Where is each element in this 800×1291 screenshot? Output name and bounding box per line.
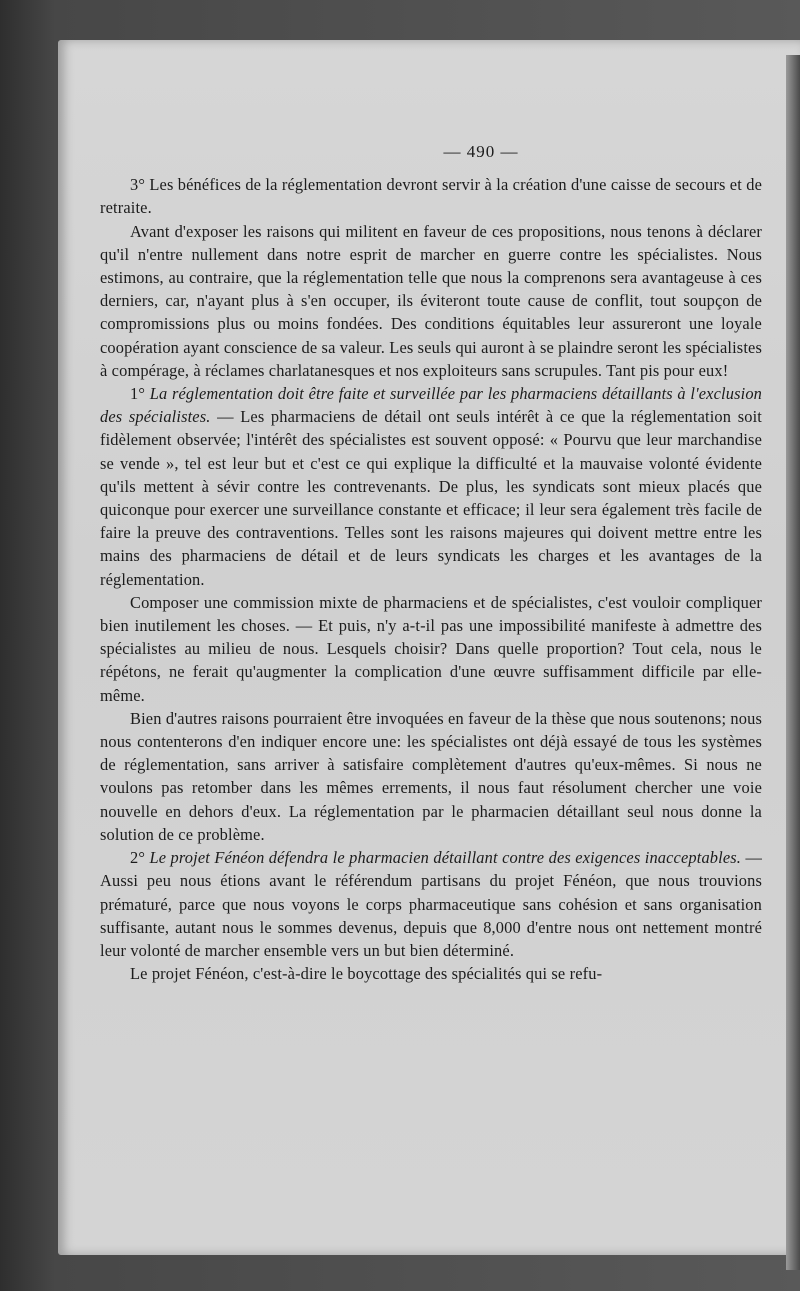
- page-number: — 490 —: [443, 142, 519, 161]
- section-2: [100, 846, 762, 962]
- paragraph-benefits: 3° Les bénéfices de la réglementation devront servir à la création d'une caisse de secours et de retraite.: [100, 175, 762, 218]
- page-text: [100, 140, 762, 985]
- section-1-heading: La réglementation doit être faite et surveillée par les pharmaciens détaillants à l'exclusion des spécialistes.: [100, 384, 763, 427]
- paragraph-commission: Composer une commission mixte de pharmaciens et de spécialistes, c'est vouloir compliquer bien inutilement les choses. — Et puis, n'y a-t-il pas une impossibilité manifeste à admettre des spécialistes au milieu de nous. Lesquels choisir? Dans quelle proportion? Tout cela, nous le répétons, ne ferait qu'augmenter la complication d'une œuvre suffisamment difficile par elle-même.: [100, 592, 762, 705]
- section-1: [100, 382, 762, 591]
- section-2-heading: Le projet Fénéon défendra le pharmacien détaillant contre des exigences inacceptables.: [149, 848, 742, 868]
- page-edge: [786, 55, 800, 1270]
- paragraph-other-reasons: Bien d'autres raisons pourraient être invoquées en faveur de la thèse que nous soutenons; nous nous contenterons d'en indiquer encore une: les spécialistes ont déjà essayé de tous les systèmes de réglementation, sans arriver à satisfaire complètement d'autres qu'eux-mêmes. Si nous ne voulons pas retomber dans les mêmes errements, il nous faut résolument chercher une voie nouvelle en dehors d'eux. La réglementation par le pharmacien détaillant seul nous donne la solution de ce problème.: [100, 708, 762, 844]
- section-2-body: — Aussi peu nous étions avant le référendum partisans du projet Fénéon, que nous trouvions prématuré, parce que nous voyons le corps pharmaceutique sans cohésion et sans organisation suffisante, autant nous le sommes devenus, depuis que 8,000 d'entre nous ont nettement montré leur volonté de marcher ensemble vers un but bien déterminé.: [100, 848, 762, 960]
- section-2-number: 2°: [130, 848, 146, 868]
- paragraph-reasons: Avant d'exposer les raisons qui militent en faveur de ces propositions, nous tenons à déclarer qu'il n'entre nullement dans notre esprit de marcher en guerre contre les spécialistes. Nous estimons, au contraire, que la réglementation telle que nous la comprenons sera avantageuse à ces derniers, car, n'ayant plus à s'en occuper, ils éviteront toute cause de conflit, tout soupçon de compromissions plus ou moins fondées. Des conditions équitables leur assureront une loyale coopération ayant conscience de sa valeur. Les seuls qui auront à se plaindre seront les spécialistes à compérage, à réclames charlatanesques et nos exploiteurs sans scrupules. Tant pis pour eux!: [100, 221, 762, 380]
- paragraph-last-line: Le projet Fénéon, c'est-à-dire le boycottage des spécialités qui se refu-: [130, 964, 603, 984]
- section-1-number: 1°: [130, 384, 146, 404]
- section-1-body: — Les pharmaciens de détail ont seuls intérêt à ce que la réglementation soit fidèlement observée; l'intérêt des spécialistes est souvent opposé: « Pourvu que leur marchandise se vende », tel est leur but et c'est ce qui explique la difficulté et la mauvaise volonté évidente qu'ils mettent à sévir contre les contrevenants. De plus, les syndicats sont mieux placés que quiconque pour exercer une surveillance constante et efficace; il leur sera également très facile de faire la preuve des contraventions. Telles sont les raisons majeures qui doivent mettre entre les mains des pharmaciens de détail et de leurs syndicats les charges et les avantages de la réglementation.: [100, 407, 762, 589]
